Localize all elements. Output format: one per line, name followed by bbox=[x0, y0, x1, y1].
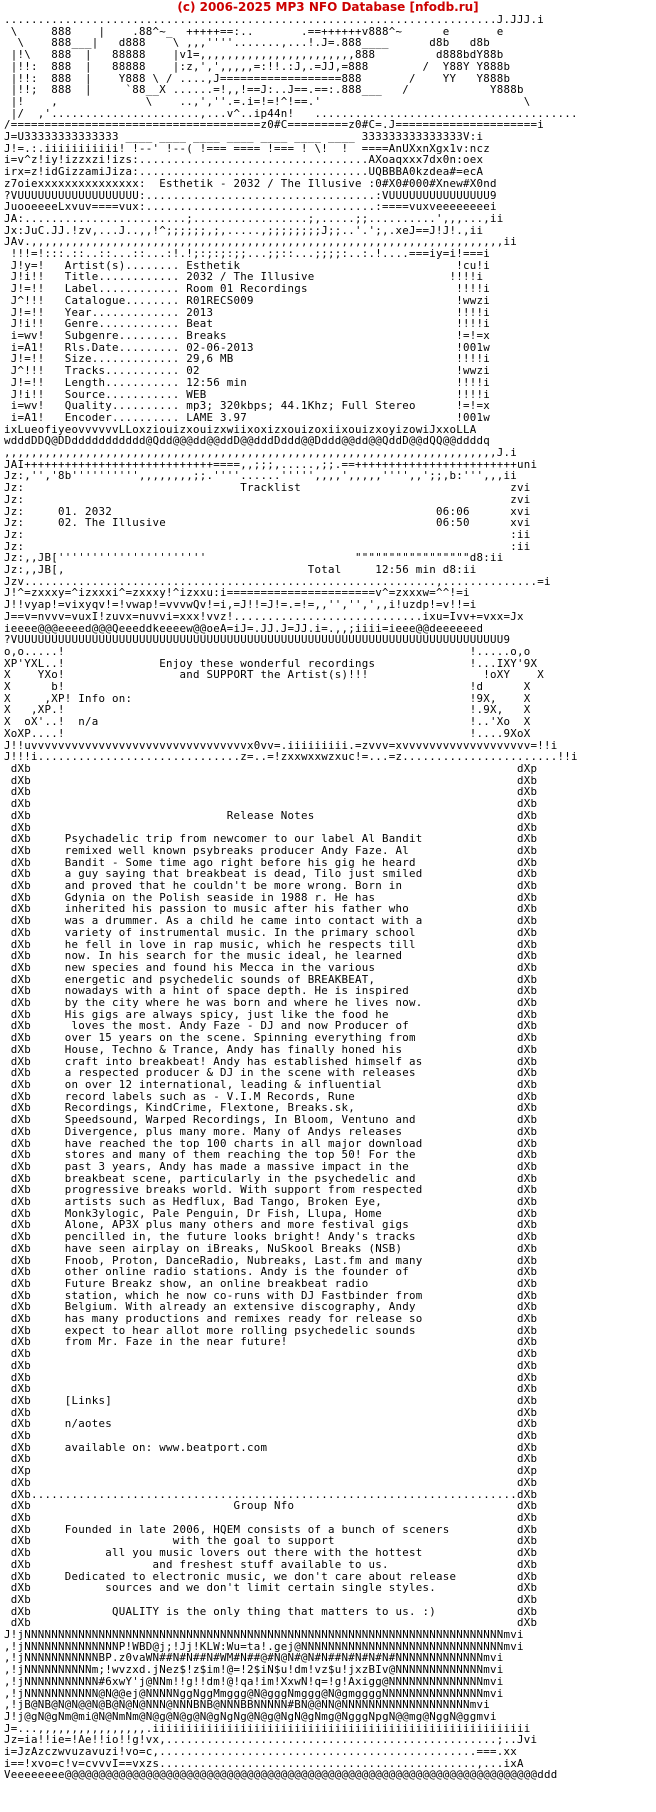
nfo-text: .........................................................................J.JJJ.i \ 888 | .88^~_ +++++==:.. .==++++++v888^~ e e \ 888___| d888 \ ,,,''''.......,...!.J=.888____ d8b d8b |!\ 888 | 88888 |v1=,,,,,,,,,,,,,,,,,,,,,,,888 d888bdY88b |!!: 888 | 88888 |:z,',',,,,,=:!!.:J,.=JJ,=888 / Y88Y Y888b |!!: 888 | Y888 \ / ....,J==================888 / YY Y888b |!!; 888 | `88__X ......=!,,!==J:..J==.==:.888___ / Y888b |! , \ ..,',''.=.i=!=!^!==.' \ |/ ,'......................,...v^..ip44n! ....................................... /=====================================z0#C=========z0#C=.J=====================i J=U33333333333333 ____ ____ ____ ____ ____ ____ ____ 333333333333333V:i J!=.:.iiiiiiiiiii! !--' !--( !=== ==== !=== ! \! ! ====AnUXxnXgx1v:ncz i=v^z!iy!izzxzi!izs:..................................AXoaqxxx7dx0n:oex irx=z!idGizzamiJiza:..................................UQBBBA0kzdea#=ecA z7oiexxxxxxxxxxxxxxx: Esthetik - 2032 / The Illusive :0#X0#000#Xnew#X0nd ?VUUUUUUUUUUUUUUUUUU:..................................:VUUUUUUUUUUUUUUU9 JuooeeeeLxvuv====vux:..................................:====vuxveeeeeeeei JA:........................;.................;,.....;;..........',,,...,ii Jx:JuC.JJ.!zv,...J..,,!^;;;;;;,;,.....,;;;;;;;;J;;..'.';,.xeJ==J!J!.,ii JAv.,,,,,,,,,,,,,,,,,,,,,,,,,,,,,,,,,,,,,,,,,,,,,,,,,,,,,,,,,,,,,,,,,,,,,,ii !!!=!:::.::..::...::...:!.!;:;:;:;;...;;::...;;;;:..:.!....===iy=i!===i J!y=! Artist(s)........ Esthetik !cu!i J!i!! Title............ 2032 / The Illusive !!!!i J!=!! Label............ Room 01 Recordings !!!!i J^!!! Catalogue........ R01RECS009 !wwzi J!=!! Year............. 2013 !!!!i J!i!! Genre............ Beat !!!!i i=wv! Subgenre......... Breaks !=!=x i=A1! Rls.Date......... 02-06-2013 !001w J!=!! Size............. 29,6 MB !!!!i J^!!! Tracks........... 02 !wwzi J!=!! Length........... 12:56 min !!!!i J!i!! Source........... WEB !!!!i i=wv! Quality.......... mp3; 320kbps; 44.1Khz; Full Stereo !=!=x i=A1! Encoder.......... LAME 3.97 !001w ixLueofiyeovvvvvvLLoxziouizxouizxwiixoxizxouizoxiixouizxoyizowiJxxoLLA wdddDDQ@DDddddddddddd@Qdd@@@dd@@ddD@@dddDddd@@Dddd@@dd@@QddD@@dQQ@@ddddq ,,,,,,,,,,,,,,,,,,,,,,,,,,,,,,,,,,,,,,,,,,,,,,,,,,,,,,,,,,,,,,,,,,,,,,,,,J.i JAI++++++++++++++++++++++++++++====,,;;;,.....,;;.==++++++++++++++++++++++++uni Jz:,'','8b'''''''''',,,,,,,,;;.''''......''''',,,,',,,,,'''',,';;,b:''',,,ii Jz: Tracklist zvi Jz: zvi Jz: 01. 2032 06:06 xvi Jz: 02. The Illusive 06:50 xvi Jz: :ii Jz: :ii Jz:,,JB['''''''''''''''''''''' """""""""""""""""d8:ii Jz:,,JB[, Total 12:56 min d8:ii Jzv.............................................................,..............=i J!^=zxxxy=^izxxxi^=zxxxy!^izxxu:i======================v^=zxxxw=^^!=i J!!vyap!=vixyqv!=!vwap!=vvvwQv!=i,=J!!=J!=.=!=,,'','',',,i!uzdp!=v!!=i J==v=nvvv=vuxI!zuvx=nuvvi=xxx!vvz!............................ixu=Ivv+=vxx=Jx ieeee@@@eeeed@@@Qeeeddkeeeew@@oeA=iJ=.JJ.J=JJ.i=.,,;iiii=ieee@@deeeeeed ?VUUUUUUUUUUUUUUUUUUUUUUUUUUUUUUUUUUUUUUUUUUUUUUUUUUUUUUUUUUUUUUUUUUUUUUUU9 o,o.....! !.....o,o XP'YXL..! Enjoy these wonderful recordings !...IXY'9X X YXo! and SUPPORT the Artist(s)!!! !oXY X X b! !d X X ,XP! Info on: !9X, X X ,XP.! !.9X, X X oX'..! n/a !..'Xo X XoXP....! !....9XoX J!!uvvvvvvvvvvvvvvvvvvvvvvvvvvvvvvvvx0vv=.iiiiiiiii.=zvvv=xvvvvvvvvvvvvvvvvvvv=!!i J!!!i..............................z=..=!zxxwxxwzxuc!=...=z.......................!!i dXb dXp dXb dXb dXb dXb dXb dXb dXb Release Notes dXb dXb dXb dXb Psychadelic trip from newcomer to our label Al Bandit dXb dXb remixed well known psybreaks producer Andy Faze. Al dXb dXb Bandit - Some time ago right before his gig he heard dXb dXb a guy saying that breakbeat is dead, Tilo just smiled dXb dXb and proved that he couldn't be more wrong. Born in dXb dXb Gdynia on the Polish seaside in 1988 r. He has dXb dXb inherited his passion to music after his father who dXb dXb was a drummer. As a child he came into contact with a dXb dXb variety of instrumental music. In the primary school dXb dXb he fell in love in rap music, which he respects till dXb dXb now. In his search for the music ideal, he learned dXb dXb new species and found his Mecca in the various dXb dXb energetic and psychedelic sounds of BREAKBEAT, dXb dXb nowadays with a hint of space depth. He is inspired dXb dXb by the city where he was born and where he lives now. dXb dXb His gigs are always spicy, just like the food he dXb dXb loves the most. Andy Faze - DJ and now Producer of dXb dXb over 15 years on the scene. Spinning everything from dXb dXb House, Techno & Trance, Andy has finally honed his dXb dXb craft into breakbeat! Andy has established himself as dXb dXb a respected producer & DJ in the scene with releases dXb dXb on over 12 international, leading & influential dXb dXb record labels such as - V.I.M Records, Rune dXb dXb Recordings, KindCrime, Flextone, Breaks.sk, dXb dXb Speedsound, Warped Recordings, In Bloom, Ventuno and dXb dXb Divergence, plus many more. Many of Andys releases dXb dXb have reached the top 100 charts in all major download dXb dXb stores and many of them reaching the top 50! For the dXb dXb past 3 years, Andy has made a massive impact in the dXb dXb breakbeat scene, particularly in the psychedelic and dXb dXb progressive breaks world. With support from respected dXb dXb artists such as Hedflux, Bad Tango, Broken Eye, dXb dXb Monk3ylogic, Pale Penguin, Dr Fish, Llupa, Home dXb dXb Alone, AP3X plus many others and more festival gigs dXb dXb pencilled in, the future looks bright! Andy's tracks dXb dXb have seen airplay on iBreaks, NuSkool Breaks (NSB) dXb dXb Fnoob, Proton, DanceRadio, Nubreaks, Last.fm and many dXb dXb other online radio stations. Andy is the founder of dXb dXb Future Breakz show, an online breakbeat radio dXb dXb station, which he now co-runs with DJ Fastbinder from dXb dXb Belgium. With already an extensive discography, Andy dXb dXb has many productions and remixes ready for release so dXb dXb expect to hear allot more rolling psychedelic sounds dXb dXb from Mr. Faze in the near future! dXb dXb dXb dXb dXb dXb dXb dXb dXb dXb [Links] dXb dXb dXb dXb n/aotes dXb dXb dXb dXb available on: www.beatport.com dXb dXb dXb dXp dXp dXb dXb dXb........................................................................dXb dXb Group Nfo dXb dXb dXb dXb Founded in late 2006, HQEM consists of a bunch of sceners dXb dXb with the goal to support dXb dXb all you music lovers out there with the hottest dXb dXb and freshest stuff available to us. dXb dXb Dedicated to electronic music, we don't care about release dXb dXb sources and we don't limit certain single styles. dXb dXb dXb dXb QUALITY is the only thing that matters to us. :) dXb dXb dXb J!jNNNNNNNNNNNNNNNNNNNNNNNNNNNNNNNNNNNNNNNNNNNNNNNNNNNNNNNNNNNNNNNNNNNNNNNmvi ,!jNNNNNNNNNNNNNNP!WBD@j;!Jj!KLW:Wu=ta!.gej@NNNNNNNNNNNNNNNNNNNNNNNNNNNNNNmvi ,!jNNNNNNNNNNNBP.z0vaWN##N#N##N#WM#N##@#N@N#@N#N##N#N#N#N#NNNNNNNNNNNNNmvi ,!jNNNNNNNNNNm;!wvzxd.jNez$!z$im!@=!2$iN$u!dm!vz$u!jxzBIv@NNNNNNNNNNNNNmvi ,!jNNNNNNNNNNN#6xwY'j@NNm!!g!!dm!@!qa!im!XxwN!q=!g!Axigg@NNNNNNNNNNNNNNmvi ,!jNNNNNNNNNNN@N@@ej@NNNNNggNggMmggg@N@gggNmggg@N@gmggggNNNNNNNNNNNNNNNmvi ,!jB@NB@N@N@@N@B@N@N@NNN@NNNBNB@NNNBBNNNNN#BN@@NN@NNNNNNNNNNNNNNNNNNNmvi J!j@gN@gNm@mi@N@NmNm@N@g@N@g@N@gNgNg@N@g@NgN@gNmg@NgggNpgN@@mg@NggN@ggmvi J=...,,,,,,,,,,,,,,,,.iiiiiiiiiiiiiiiiiiiiiiiiiiiiiiiiiiiiiiiiiiiiiiiiiiiiiiii Jz=ia!!ie=!Ae!!io!!g!vx,.................................................;..Jvi i=JzAzczwvuzavuzi!vo=c,...............................................===.xx i==!xvo=c!v=cvvvI==vxzs...............................................,...ixA Veeeeeeee@@@@@@@@@@@@@@@@@@@@@@@@@@@@@@@@@@@@@@@@@@@@@@@@@@@@@@@@@@@@@@@@@@@@@@ddd bbox=[4, 14, 578, 1782]
site-header: (c) 2006-2025 MP3 NFO Database [nfodb.ru] bbox=[177, 0, 479, 14]
